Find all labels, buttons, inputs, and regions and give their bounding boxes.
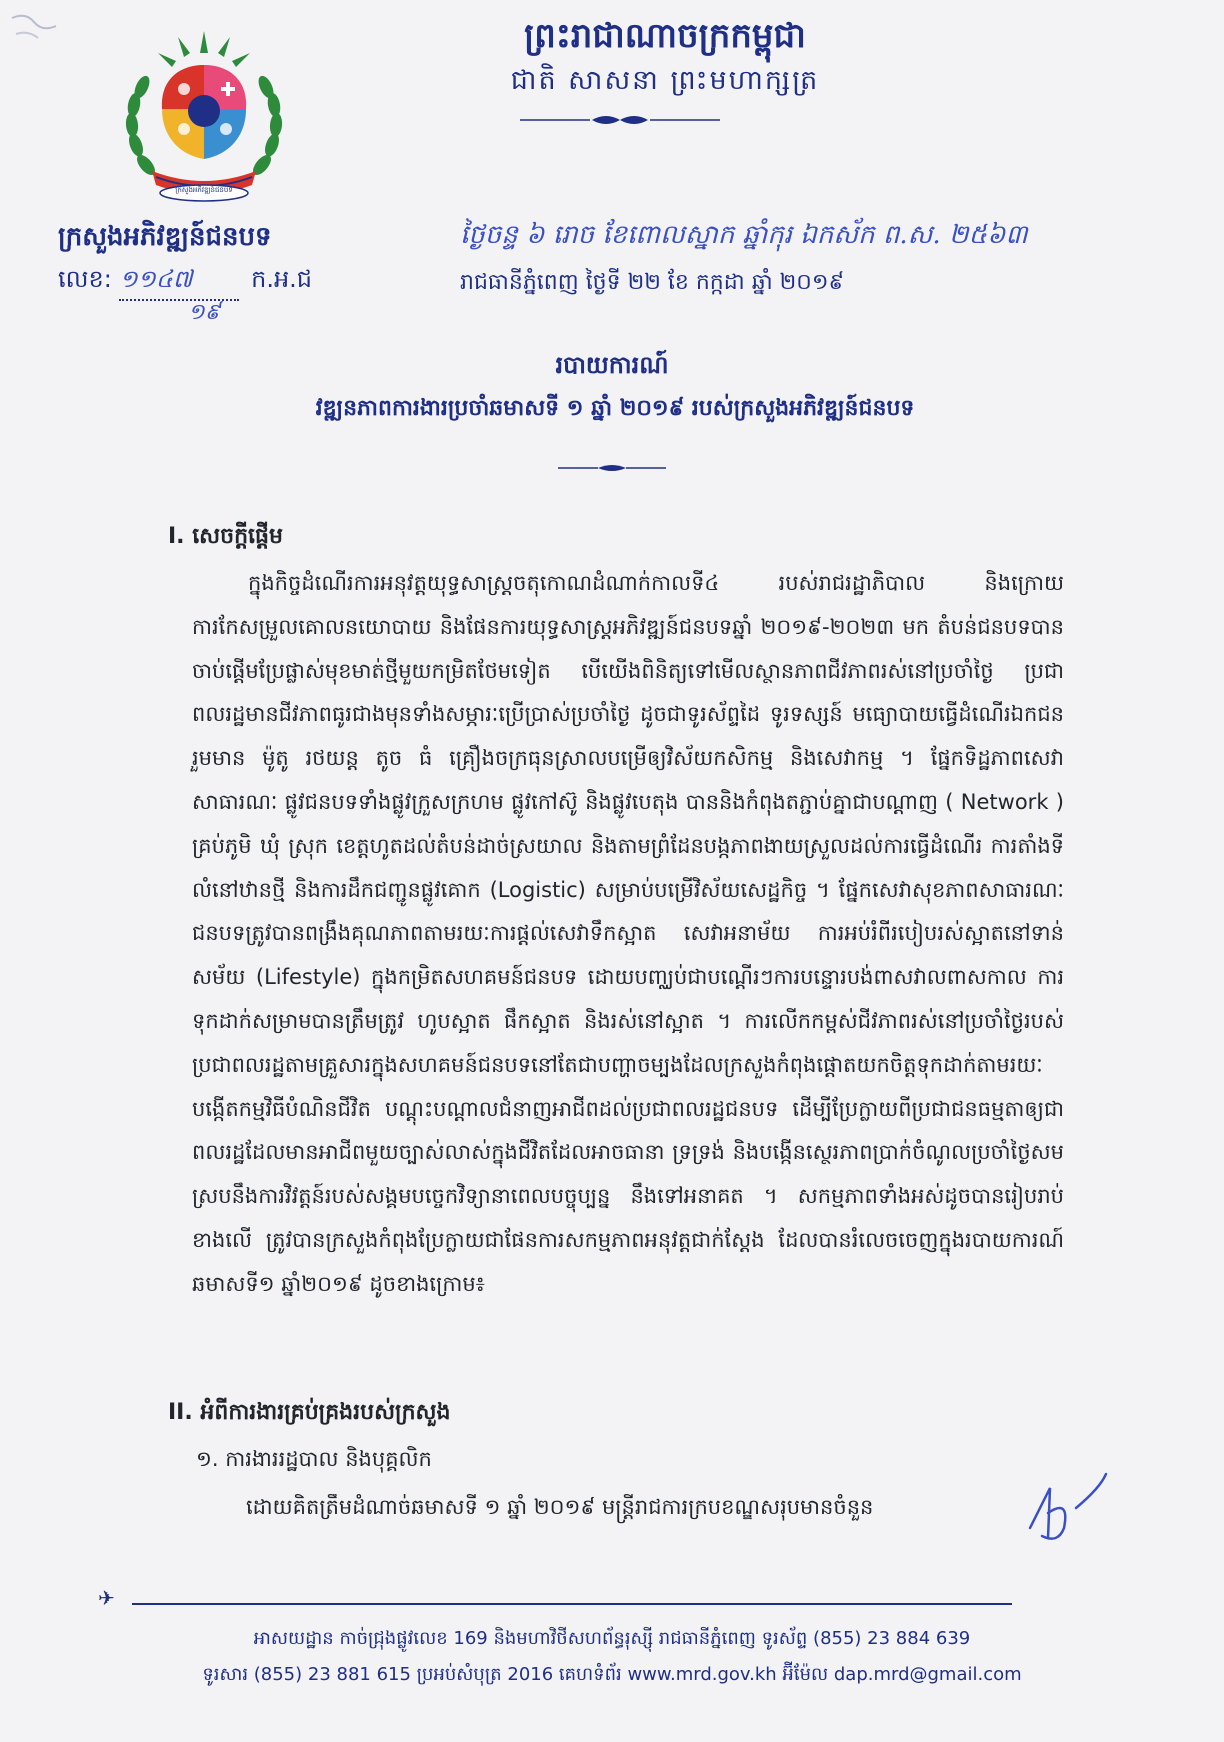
national-motto: ជាតិ សាសនា ព្រះមហាក្សត្រ [510,65,820,96]
header-ornament [520,112,720,128]
section-1-heading: I. សេចក្តីផ្តើម [168,524,283,549]
reference-unit: ក.អ.ជ [251,265,313,293]
section-2-heading: II. អំពីការងារគ្រប់គ្រងរបស់ក្រសួង [168,1400,451,1425]
footer-plane-icon: ✈ [98,1586,115,1610]
reference-number: ១១៤៧ [119,264,239,301]
kingdom-title: ព្រះរាជាណាចក្រកម្ពុជា [524,16,806,56]
introduction-paragraph: ក្នុងកិច្ចដំណើរការអនុវត្តយុទ្ធសាស្ត្រចតុកោណដំណាក់កាលទី៤ របស់រាជរដ្ឋាភិបាល និងក្រោយការកែសម្រួលគោលនយោបាយ និងផែនការយុទ្ធសាស្ត្រអភិវឌ្ឍន៍ជនបទឆ្នាំ ២០១៩-២០២៣ មក តំបន់ជនបទបានចាប់ផ្តើមប្រែផ្លាស់មុខមាត់ថ្មីមួយកម្រិតថែមទៀត បើយើងពិនិត្យទៅមើលស្ថានភាពជីវភាពរស់នៅប្រចាំថ្ងៃ ប្រជាពលរដ្ឋមានជីវភាពធូរជាងមុនទាំងសម្ភារៈប្រើប្រាស់ប្រចាំថ្ងៃ ដូចជាទូរស័ព្ទដៃ ទូរទស្សន៍ មធ្យោបាយធ្វើដំណើរឯកជនរួមមាន ម៉ូតូ រថយន្ត តូច ធំ គ្រឿងចក្រធុនស្រាលបម្រើឲ្យវិស័យកសិកម្ម និងសេវាកម្ម ។ ផ្នែកទិដ្ឋភាពសេវាសាធារណៈ ផ្លូវជនបទទាំងផ្លូវក្រួសក្រហម ផ្លូវកៅស៊ូ និងផ្លូវបេតុង បាននិងកំពុងតភ្ជាប់គ្នាជាបណ្តាញ ( Network ) គ្រប់ភូមិ ឃុំ ស្រុក ខេត្តហូតដល់តំបន់ដាច់ស្រយាល និងតាមព្រំដែនបង្កភាពងាយស្រួលដល់ការធ្វើដំណើរ ការតាំងទីលំនៅឋានថ្មី និងការដឹកជញ្ជូនផ្លូវគោក (Logistic) សម្រាប់បម្រើវិស័យសេដ្ឋកិច្ច ។ ផ្នែកសេវាសុខភាពសាធារណៈជនបទត្រូវបានពង្រឹងគុណភាពតាមរយៈការផ្តល់សេវាទឹកស្អាត សេវាអនាម័យ ការអប់រំពីរបៀបរស់ស្អាតនៅទាន់សម័យ (Lifestyle) ក្នុងកម្រិតសហគមន៍ជនបទ ដោយបញ្ឈប់ជាបណ្តើរៗការបន្ទោរបង់ពាសវាលពាសកាល ការទុកដាក់សម្រាមបានត្រឹមត្រូវ ហូបស្អាត ផឹកស្អាត និងរស់នៅស្អាត ។ ការលើកកម្ពស់ជីវភាពរស់នៅប្រចាំថ្ងៃរបស់ប្រជាពលរដ្ឋតាមគ្រួសារក្នុងសហគមន៍ជនបទនៅតែជាបញ្ហាចម្បងដែលក្រសួងកំពុងផ្តោតយកចិត្តទុកដាក់តាមរយៈបង្កើតកម្មវិធីបំណិនជីវិត បណ្តុះបណ្តាលជំនាញអាជីពដល់ប្រជាពលរដ្ឋជនបទ ដើម្បីប្រែក្លាយពីប្រជាជនធម្មតាឲ្យជាពលរដ្ឋដែលមានអាជីពមួយច្បាស់លាស់ក្នុងជីវិតដែលអាចធានា ទ្រទ្រង់ និងបង្កើនស្ថេរភាពប្រាក់ចំណូលប្រចាំថ្ងៃសមស្របនឹងការវិវត្តន៍របស់សង្គមបច្ចេកវិទ្យានាពេលបច្ចុប្បន្ន នឹងទៅអនាគត ។ សកម្មភាពទាំងអស់ដូចបានរៀបរាប់ខាងលើ ត្រូវបានក្រសួងកំពុងប្រែក្លាយជាផែនការសកម្មភាពអនុវត្តជាក់ស្តែង ដែលបានរំលេចចេញក្នុងរបាយការណ៍ឆមាសទី១ ឆ្នាំ២០១៩ ដូចខាងក្រោម៖ [192,571,1064,1296]
solar-date: រាជធានីភ្នំពេញ ថ្ងៃទី ២២ ខែ កក្កដា ឆ្នាំ ២០១៩ [460,270,845,295]
scan-corner-mark [8,8,68,48]
logo-caption: ក្រសួងអភិវឌ្ឍន៍ជនបទ [175,186,233,194]
ministry-logo [118,25,290,210]
signature-initials [1020,1468,1110,1548]
document-title: របាយការណ៍ [555,350,669,379]
subsection-1-text: ដោយគិតត្រឹមដំណាច់ឆមាសទី ១ ឆ្នាំ ២០១៩ មន្ត្រីរាជការក្របខណ្ឌសរុបមានចំនួន [246,1495,874,1519]
subsection-1-heading: ១. ការងាររដ្ឋបាល និងបុគ្គលិក [196,1447,432,1471]
document-subtitle: វឌ្ឍនភាពការងារប្រចាំឆមាសទី ១ ឆ្នាំ ២០១៩ របស់ក្រសួងអភិវឌ្ឍន៍ជនបទ [315,395,915,421]
footer-contact: ទូរសារ (855) 23 881 615 ប្រអប់សំបុត្រ 2016 គេហទំព័រ www.mrd.gov.kh អ៊ីម៉ែល dap.mrd@gmail.com [202,1664,1022,1685]
footer-address: អាសយដ្ឋាន កាច់ជ្រុងផ្លូវលេខ 169 និងមហាវិថីសហព័ន្ធរុស្ស៊ី រាជធានីភ្នំពេញ ទូរស័ព្ទ (855) 23 884 639 [253,1628,971,1649]
reference-label: លេខ: [58,265,112,293]
ministry-name: ក្រសួងអភិវឌ្ឍន៍ជនបទ [58,222,272,252]
footer-divider [132,1603,1012,1605]
reference-year: ១៩ [188,300,221,325]
reference-number-row [58,264,312,301]
lunar-date: ថ្ងៃចន្ទ ៦ រោច ខែពោលស្នាក ឆ្នាំកុរ ឯកស័ក ព.ស. ២៥៦៣ [460,220,1028,250]
title-divider [558,462,666,474]
